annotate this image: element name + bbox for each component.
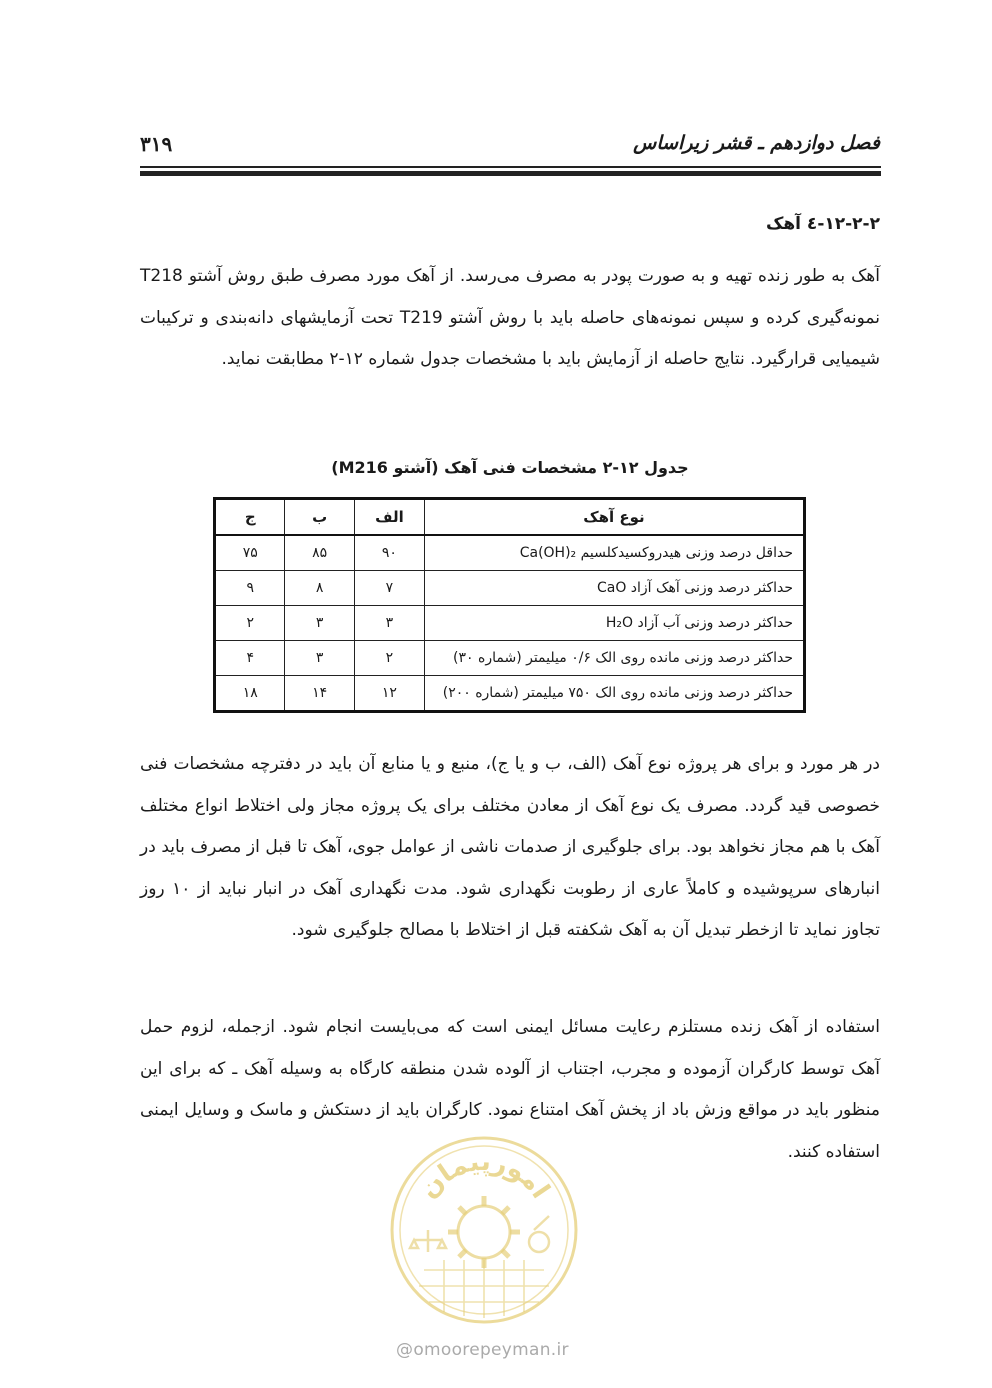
header-grade-c: ج	[215, 499, 285, 536]
cell-grade-a: ۲	[354, 641, 424, 676]
row-property: حداکثر درصد وزنی مانده روی الک ۰/۶ میلیمتر (شماره ۳۰)	[424, 641, 804, 676]
svg-text:امورپیمان	[414, 1147, 556, 1204]
cell-grade-c: ۴	[215, 641, 285, 676]
row-property: حداکثر درصد وزنی مانده روی الک ۷۵۰ میلیمتر (شماره ۲۰۰)	[424, 676, 804, 712]
table-row	[215, 571, 805, 606]
cell-grade-b: ۸۵	[285, 535, 354, 571]
watermark-stamp	[384, 1130, 584, 1330]
row-property: حداقل درصد وزنی هیدروکسیدکلسیم Ca(OH)₂	[424, 535, 804, 571]
section-heading: ۱۲-۲-۲-٤ آهک	[765, 214, 880, 234]
cell-grade-a: ۹۰	[354, 535, 424, 571]
chapter-title: فصل دوازدهم ـ قشر زیراساس	[633, 132, 880, 154]
cell-grade-c: ۹	[215, 571, 285, 606]
header-lime-type: نوع آهک	[424, 499, 804, 536]
cell-grade-b: ۱۴	[285, 676, 354, 712]
running-header	[140, 130, 880, 160]
header-grade-a: الف	[354, 499, 424, 536]
cell-grade-c: ۲	[215, 606, 285, 641]
row-property: حداکثر درصد وزنی آهک آزاد CaO	[424, 571, 804, 606]
cell-grade-a: ۱۲	[354, 676, 424, 712]
paragraph-intro: آهک به طور زنده تهیه و به صورت پودر به مصرف می‌رسد. از آهک مورد مصرف طبق روش آشتو T218 نمونه‌گیری کرده و سپس نمونه‌های حاصله باید با روش آشتو T219 تحت آزمایشهای دانه‌بندی و ترکیبات شیمیایی قرارگیرد. نتایج حاصله از آزمایش باید با مشخصات جدول شماره ۱۲-۲ مطابقت نماید.	[140, 266, 880, 369]
at-icon: @	[396, 1340, 414, 1360]
paragraph-safety: استفاده از آهک زنده مستلزم رعایت مسائل ایمنی است که می‌بایست انجام شود. ازجمله، لزوم حمل آهک توسط کارگران آزموده و مجرب، اجتناب از آلوده شدن منطقه کارگاه به وسیله آهک ـ که برای این منظور باید در مواقع وزش باد از پخش آهک امتناع نمود. کارگران باید از دستکش و ماسک و وسایل ایمنی استفاده کنند.	[140, 1017, 880, 1162]
stamp-text: امورپیمان	[413, 1146, 556, 1205]
watermark-caption: @omoorepeyman.ir	[396, 1340, 569, 1360]
row-property: حداکثر درصد وزنی آب آزاد H₂O	[424, 606, 804, 641]
table-row	[215, 606, 805, 641]
cell-grade-c: ۱۸	[215, 676, 285, 712]
header-grade-b: ب	[285, 499, 354, 536]
table-header-row	[215, 499, 805, 536]
table-row	[215, 535, 805, 571]
header-rule-thin	[140, 166, 881, 168]
cell-grade-b: ۳	[285, 641, 354, 676]
table-caption: جدول ۱۲-۲ مشخصات فنی آهک (آشتو M216)	[331, 458, 689, 477]
lime-spec-table	[213, 497, 806, 713]
cell-grade-a: ۳	[354, 606, 424, 641]
cell-grade-b: ۳	[285, 606, 354, 641]
header-rule-thick	[140, 171, 881, 176]
table-row	[215, 641, 805, 676]
cell-grade-b: ۸	[285, 571, 354, 606]
paragraph-lime-selection: در هر مورد و برای هر پروژه نوع آهک (الف، ب و یا ج)، منبع و یا منابع آن باید در دفترچه مشخصات فنی خصوصی قید گردد. مصرف یک نوع آهک از معادن مختلف برای یک پروژه مجاز ولی اختلاط انواع مختلف آهک با هم مجاز نخواهد بود. برای جلوگیری از صدمات ناشی از عوامل جوی، آهک تا قبل از مصرف باید در انبارهای سرپوشیده و کاملاً عاری از رطوبت نگهداری شود. مدت نگهداری آهک در انبار نباید از ۱۰ روز تجاوز نماید تا ازخطر تبدیل آن به آهک شکفته قبل از اختلاط با مصالح جلوگیری شود.	[140, 754, 880, 940]
table-row	[215, 676, 805, 712]
cell-grade-a: ۷	[354, 571, 424, 606]
cell-grade-c: ۷۵	[215, 535, 285, 571]
page-number: ۳۱۹	[140, 132, 173, 156]
